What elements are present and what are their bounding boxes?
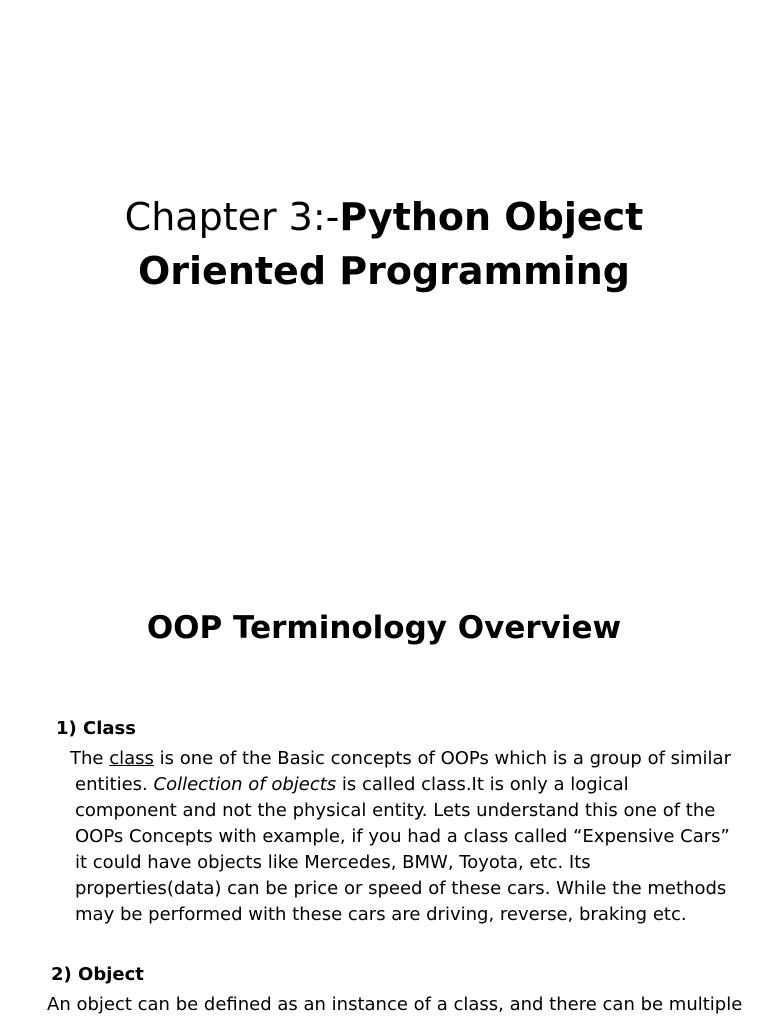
chapter-title-bold-part: Python Object: [339, 195, 644, 239]
chapter-title-line-1: [0, 190, 768, 244]
class-paragraph: [70, 746, 735, 928]
section-heading: OOP Terminology Overview: [146, 610, 622, 646]
class-text-middle: is one of the Basic concepts of OOPs which is a group of similar entities.: [75, 748, 731, 795]
chapter-title: [0, 190, 768, 298]
object-paragraph: An object can be defined as an instance of a class, and there can be multiple: [47, 994, 743, 1015]
object-heading: 2) Object: [51, 964, 144, 985]
class-italic-phrase: Collection of objects: [153, 774, 337, 795]
class-text-rest: is called class.It is only a logical component and not the physical entity. Lets understand this one of the OOPs Concepts with example, if you had a class called “Expensive Cars” it could have objects like Mercedes, BMW, Toyota, etc. Its properties(data) can be price or speed of these cars. While the methods may be performed with these cars are driving, reverse, braking etc.: [75, 774, 730, 925]
chapter-title-prefix: Chapter 3:-: [124, 195, 340, 239]
chapter-title-line-2: Oriented Programming: [137, 249, 630, 293]
class-heading: 1) Class: [56, 718, 136, 739]
class-text-start: The: [70, 748, 110, 769]
class-underlined-term: class: [109, 748, 154, 769]
